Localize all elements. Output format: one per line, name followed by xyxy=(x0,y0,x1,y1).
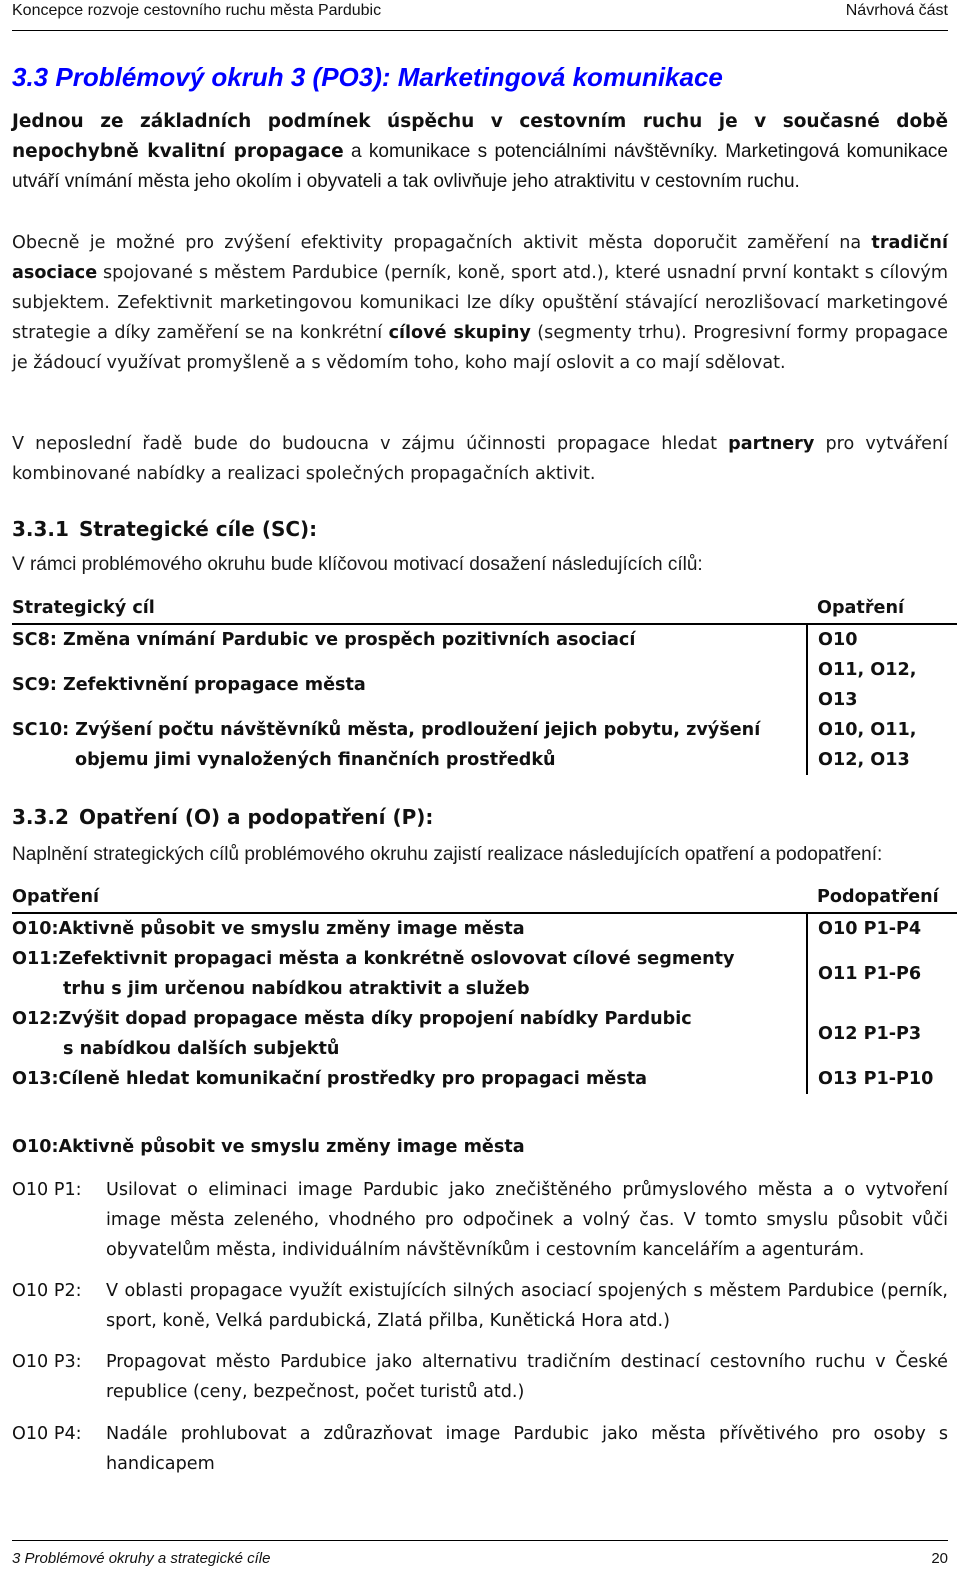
table-row xyxy=(12,1064,957,1094)
subsection-title-o xyxy=(12,802,948,832)
submeasure-label: O10 P1: xyxy=(12,1180,82,1200)
measure-cell: O10:Aktivně působit ve smyslu změny image města xyxy=(12,919,525,939)
submeasure-label: O10 P2: xyxy=(12,1281,82,1301)
strategic-goals-table xyxy=(12,593,957,775)
table-row xyxy=(12,624,957,655)
submeasure-cell: O13 P1-P10 xyxy=(807,1064,957,1094)
table-row xyxy=(12,913,957,944)
submeasure-cell: O11 P1-P6 xyxy=(807,944,957,1004)
list-item xyxy=(12,1276,948,1336)
subsection-number: 3.3.2 xyxy=(12,805,69,829)
goal-line: objemu jimi vynaložených finančních prostředků xyxy=(75,750,556,770)
subsection-title-text: Opatření (O) a podopatření (P): xyxy=(78,805,434,829)
measures-cell: O10, O11, O12, O13 xyxy=(807,715,957,775)
column-header-submeasures: Podopatření xyxy=(807,882,957,913)
submeasure-cell: O12 P1-P3 xyxy=(807,1004,957,1064)
measure-cell xyxy=(12,1004,807,1064)
page-footer xyxy=(12,1540,948,1569)
measure-line: O12:Zvýšit dopad propagace města díky propojení nabídky Pardubic xyxy=(12,1009,692,1029)
submeasure-text: V oblasti propagace využít existujících silných asociací spojených s městem Pardubice (perník, sport, koně, Velká pardubická, Zlatá přilba, Kunětická Hora atd.) xyxy=(106,1281,948,1331)
measure-line: s nabídkou dalších subjektů xyxy=(63,1039,340,1059)
goal-cell xyxy=(12,715,807,775)
measures-table xyxy=(12,882,957,1094)
column-header-goal: Strategický cíl xyxy=(12,593,807,624)
subsection-number: 3.3.1 xyxy=(12,517,69,541)
header-part-name: Návrhová část xyxy=(845,2,948,19)
measure-line: trhu s jim určenou nabídkou atraktivit a služeb xyxy=(63,979,530,999)
table-row xyxy=(12,715,957,775)
table-row xyxy=(12,655,957,715)
intro-bold-text: Jednou ze základních podmínek úspěchu v cestovním ruchu je v současné době nepochybně kvalitní propagace xyxy=(12,111,948,162)
footer-chapter: 3 Problémové okruhy a strategické cíle xyxy=(12,1550,271,1567)
list-item xyxy=(12,1175,948,1265)
paragraph-partners xyxy=(12,429,948,489)
bold-run: partnery xyxy=(728,434,815,454)
table-header-row xyxy=(12,882,957,913)
table-row xyxy=(12,944,957,1004)
subsection-title-sc xyxy=(12,514,948,544)
measure-cell: O13:Cíleně hledat komunikační prostředky pro propagaci města xyxy=(12,1069,647,1089)
o-intro: Naplnění strategických cílů problémového okruhu zajistí realizace následujících opatření a podopatření: xyxy=(12,844,883,865)
text-run: spojované s městem Pardubice (perník, koně, sport atd.), které usnadní první kontakt s cílovým subjektem. Zefektivnit marketingovou komunikaci lze díky opuštění stávající nerozlišovací marketingové strategie a díky zaměření se na konkrétní xyxy=(12,263,948,343)
subsection-title-text: Strategické cíle (SC): xyxy=(78,517,318,541)
sc-intro: V rámci problémového okruhu bude klíčovou motivací dosažení následujících cílů: xyxy=(12,554,703,575)
intro-paragraph xyxy=(12,107,948,197)
page-number: 20 xyxy=(931,1550,948,1567)
bold-run: tradiční asociace xyxy=(12,233,948,283)
intro-text: a komunikace s potenciálními návštěvníky. Marketingová komunikace utváří vnímání města jeho okolím i obyvateli a tak ovlivňuje jeho atraktivitu v cestovním ruchu. xyxy=(12,141,948,192)
text-run: pro vytváření kombinované nabídky a realizaci společných propagačních aktivit. xyxy=(12,434,948,484)
submeasure-label: O10 P4: xyxy=(12,1424,82,1444)
text-run: Obecně je možné pro zvýšení efektivity propagačních aktivit města doporučit zaměření na xyxy=(12,233,872,253)
text-run: V neposlední řadě bude do budoucna v zájmu účinnosti propagace hledat xyxy=(12,434,729,454)
goal-line: SC10: Zvýšení počtu návštěvníků města, prodloužení jejich pobytu, zvýšení xyxy=(12,720,761,740)
measure-cell xyxy=(12,944,807,1004)
text-run: (segmenty trhu). Progresivní formy propagace je žádoucí využívat promyšleně a s vědomím toho, koho mají oslovit a co mají sdělovat. xyxy=(12,323,948,373)
column-header-measure: Opatření xyxy=(12,882,807,913)
submeasure-text: Usilovat o eliminaci image Pardubic jako znečištěného průmyslového města a o vytvoření image města zeleného, vhodného pro odpočinek a volný čas. V tomto smyslu působit vůči obyvatelům města, individuálním návštěvníkům i cestovním kancelářím a agenturám. xyxy=(106,1180,948,1260)
measures-cell: O10 xyxy=(807,624,957,655)
header-document-title: Koncepce rozvoje cestovního ruchu města Pardubic xyxy=(12,2,382,19)
submeasure-text: Nadále prohlubovat a zdůrazňovat image Pardubic jako města přívětivého pro osoby s handicapem xyxy=(106,1424,948,1474)
submeasure-cell: O10 P1-P4 xyxy=(807,913,957,944)
o10-title: O10:Aktivně působit ve smyslu změny image města xyxy=(12,1137,525,1157)
paragraph-associations xyxy=(12,228,948,378)
list-item xyxy=(12,1419,948,1479)
submeasure-text: Propagovat město Pardubice jako alternativu tradičním destinací cestovního ruchu v České republice (ceny, bezpečnost, počet turistů atd.) xyxy=(106,1352,948,1402)
measure-line: O11:Zefektivnit propagaci města a konkrétně oslovovat cílové segmenty xyxy=(12,949,735,969)
measures-cell: O11, O12, O13 xyxy=(807,655,957,715)
section-title: 3.3 Problémový okruh 3 (PO3): Marketingová komunikace xyxy=(12,62,723,92)
page-header xyxy=(12,0,948,31)
table-row xyxy=(12,1004,957,1064)
goal-cell: SC9: Zefektivnění propagace města xyxy=(12,675,366,695)
bold-run: cílové skupiny xyxy=(388,323,531,343)
column-header-measures: Opatření xyxy=(807,593,957,624)
goal-cell: SC8: Změna vnímání Pardubic ve prospěch pozitivních asociací xyxy=(12,630,636,650)
submeasure-label: O10 P3: xyxy=(12,1352,82,1372)
table-header-row xyxy=(12,593,957,624)
list-item xyxy=(12,1347,948,1407)
